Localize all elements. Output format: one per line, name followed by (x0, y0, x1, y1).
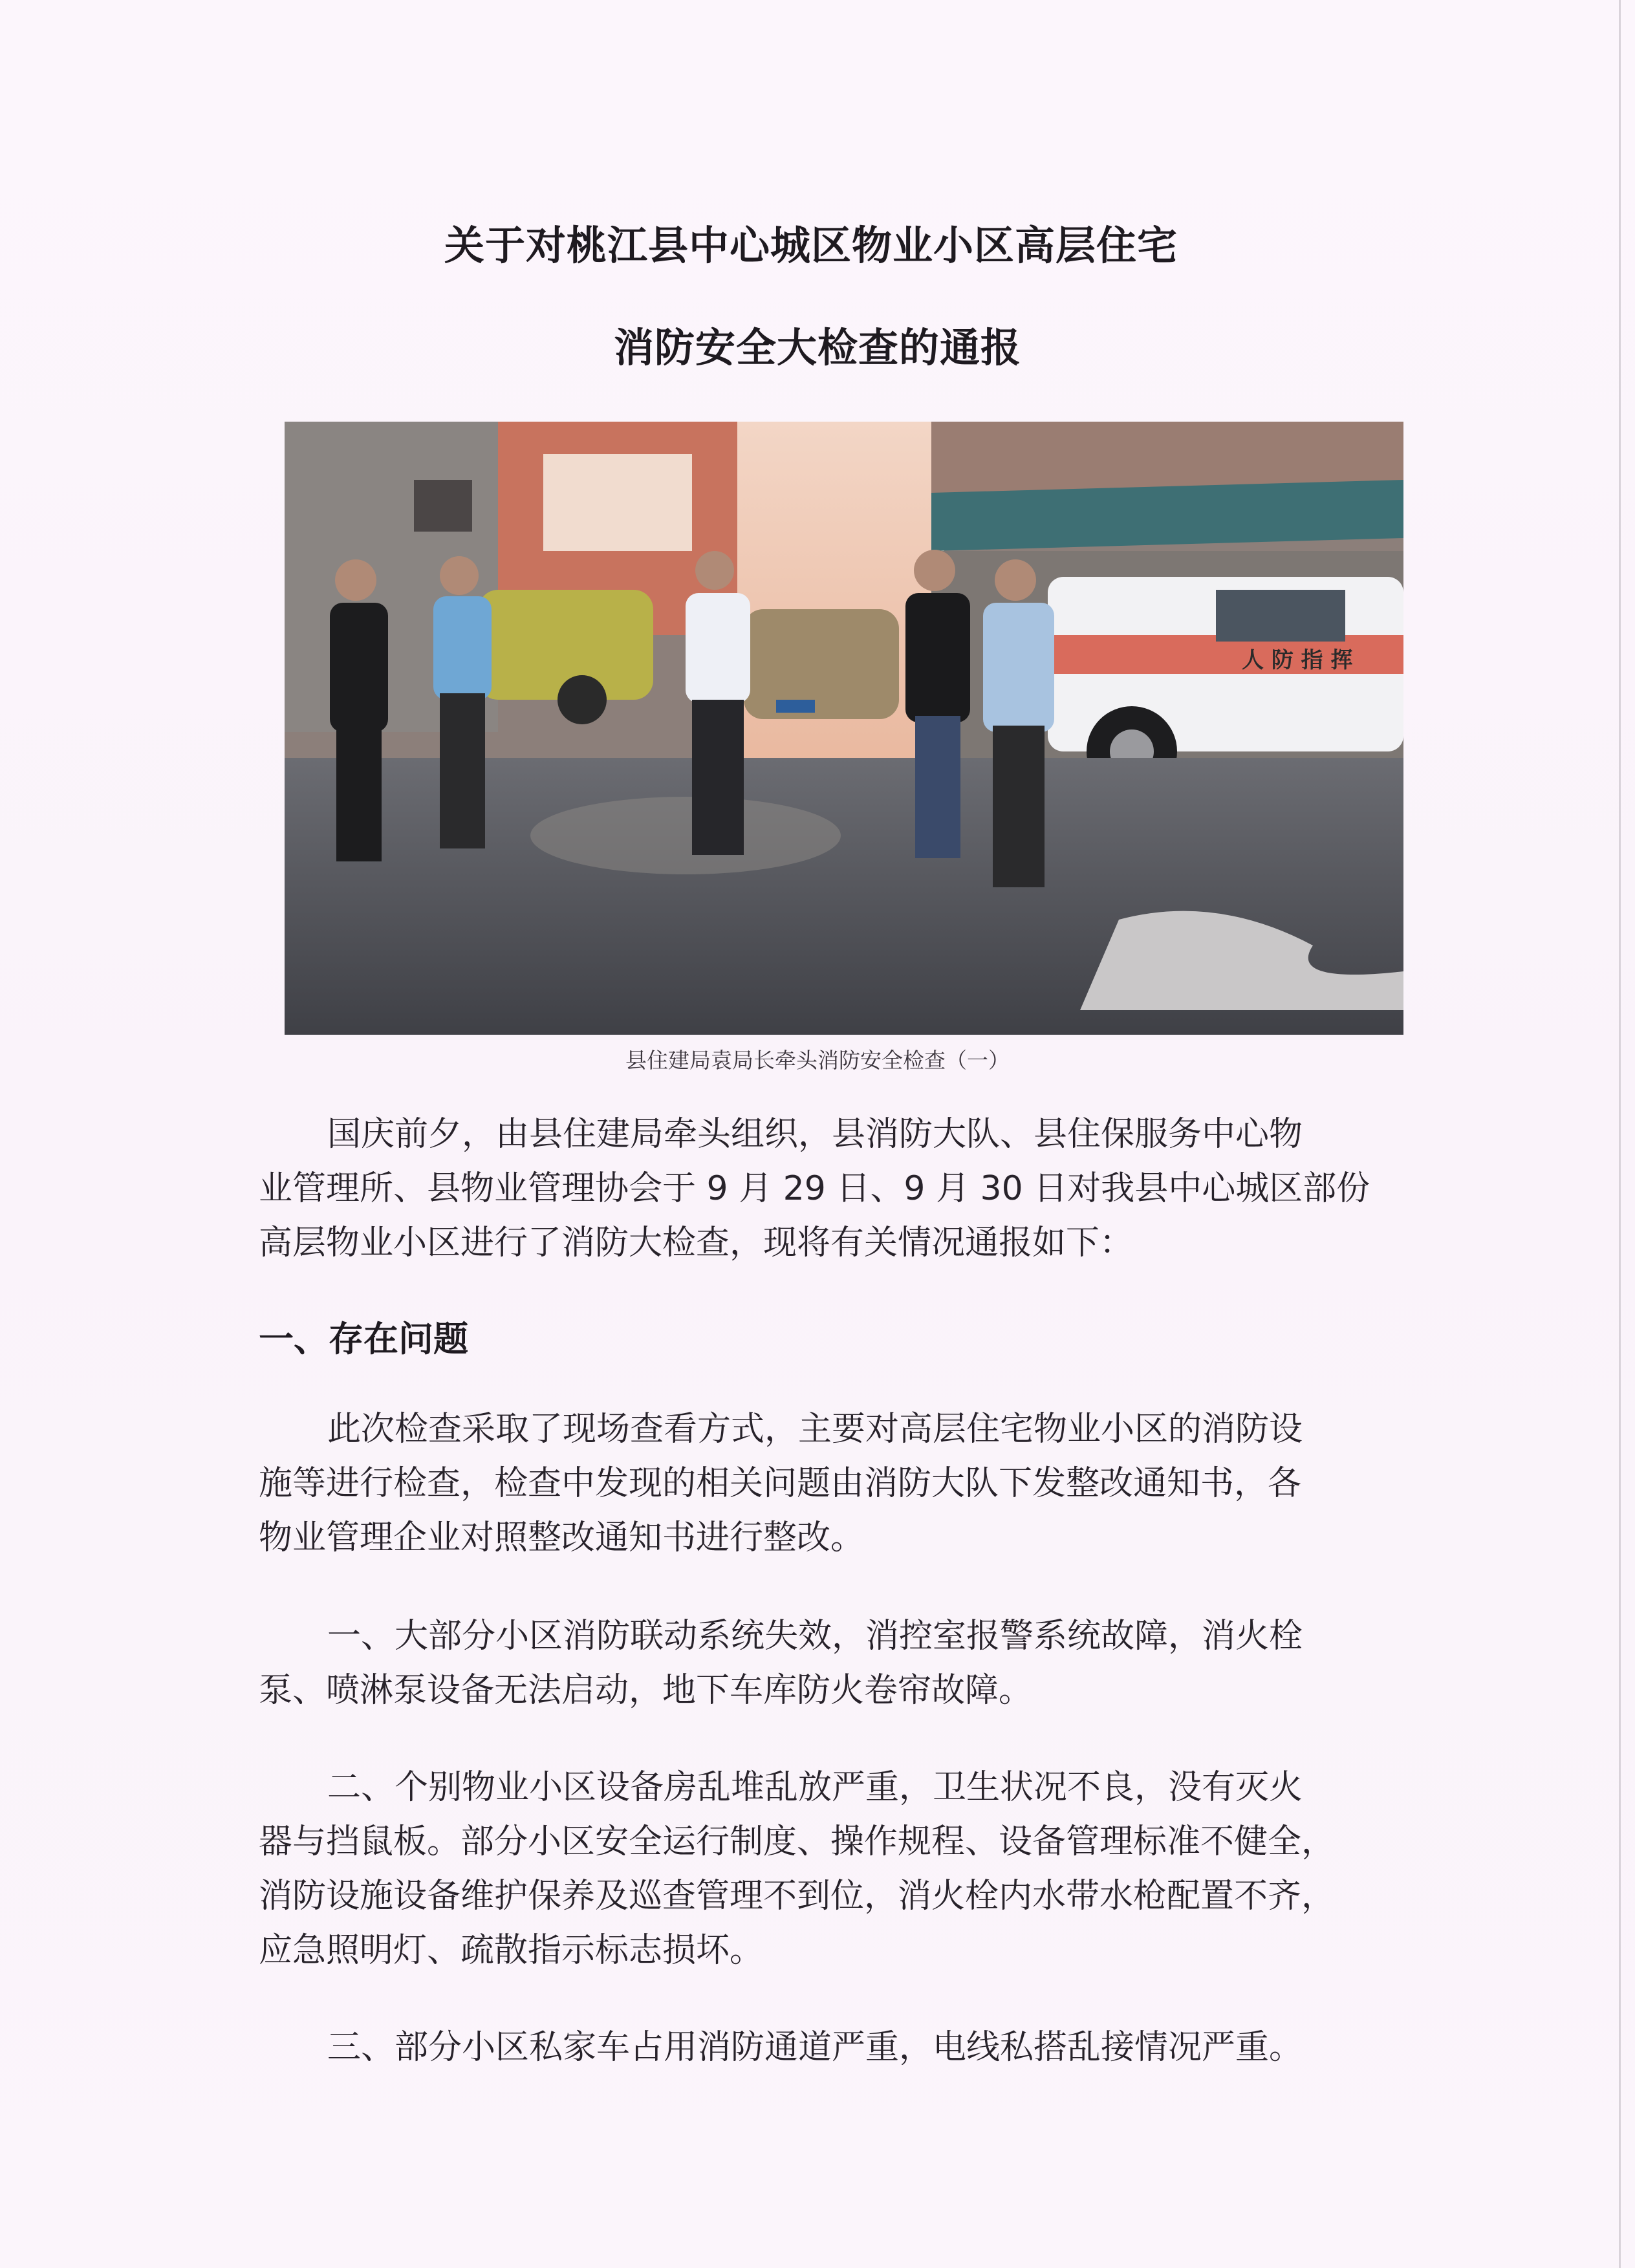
paragraph-line: 器与挡鼠板。部分小区安全运行制度、操作规程、设备管理标准不健全， (259, 1822, 1336, 1861)
document-title-line-1: 关于对桃江县中心城区物业小区高层住宅 (444, 222, 1178, 269)
paragraph-line: 应急照明灯、疏散指示标志损坏。 (259, 1931, 764, 1970)
issue-2-paragraph (259, 1760, 1416, 1978)
intro-line: 业管理所、县物业管理协会于 9 月 29 日、9 月 30 日对我县中心城区部份 (259, 1169, 1370, 1208)
paragraph-line: 物业管理企业对照整改通知书进行整改。 (259, 1518, 865, 1557)
document-title-line-2: 消防安全大检查的通报 (613, 324, 1021, 371)
paragraph-line: 消防设施设备维护保养及巡查管理不到位，消火栓内水带水枪配置不齐， (259, 1877, 1336, 1916)
intro-paragraph (259, 1107, 1416, 1270)
paragraph-line: 施等进行检查，检查中发现的相关问题由消防大队下发整改通知书，各 (259, 1464, 1302, 1503)
inspection-photo (285, 422, 1403, 1035)
paragraph-line: 此次检查采取了现场查看方式，主要对高层住宅物业小区的消防设 (327, 1410, 1303, 1449)
paragraph-line: 二、个别物业小区设备房乱堆乱放严重，卫生状况不良，没有灭火 (327, 1768, 1303, 1807)
paragraph-line: 三、部分小区私家车占用消防通道严重，电线私搭乱接情况严重。 (327, 2028, 1303, 2067)
section-heading-problems: 一、存在问题 (259, 1319, 468, 1359)
photo-caption: 县住建局袁局长牵头消防安全检查（一） (625, 1048, 1010, 1073)
issue-1-paragraph (259, 1609, 1416, 1718)
vehicle-label: 人 防 指 挥 (1242, 647, 1353, 673)
paragraph-line: 一、大部分小区消防联动系统失效，消控室报警系统故障，消火栓 (327, 1617, 1303, 1656)
issue-3-paragraph (259, 2020, 1416, 2075)
intro-line: 高层物业小区进行了消防大检查，现将有关情况通报如下： (259, 1224, 1134, 1262)
section1-intro-paragraph (259, 1402, 1416, 1565)
paragraph-line: 泵、喷淋泵设备无法启动，地下车库防火卷帘故障。 (259, 1671, 1033, 1710)
intro-line: 国庆前夕，由县住建局牵头组织，县消防大队、县住保服务中心物 (327, 1115, 1303, 1154)
